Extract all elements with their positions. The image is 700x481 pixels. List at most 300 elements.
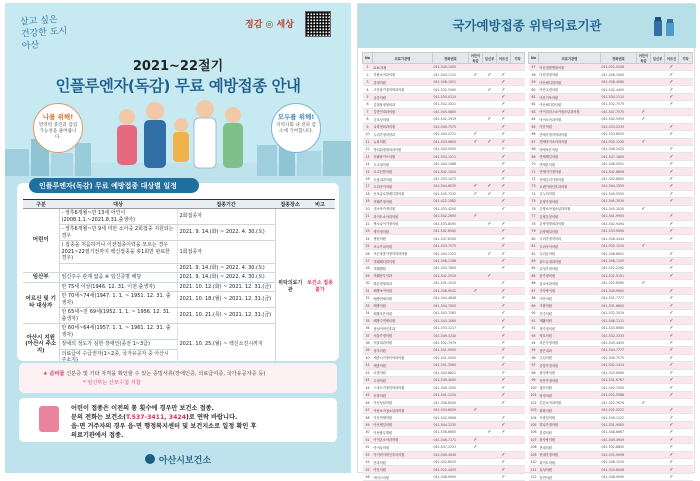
check-mark xyxy=(511,272,525,279)
target-cell: - 생후6개월~만 9세 미만 소아중 2회접종 지원되는 경우 xyxy=(59,225,177,241)
check-mark: ✓ xyxy=(665,250,679,257)
check-mark xyxy=(637,153,651,160)
check-mark xyxy=(483,399,497,406)
clinic-row xyxy=(529,116,693,123)
clinic-name: 온양가정의원 xyxy=(539,198,601,205)
list-title: 국가예방접종 위탁의료기관 xyxy=(452,18,602,33)
clinic-number: 7 xyxy=(363,108,373,115)
check-mark xyxy=(679,265,693,272)
clinic-phone: 041-531-6767 xyxy=(601,377,637,384)
check-mark xyxy=(469,153,483,160)
clinic-number: 86 xyxy=(529,280,539,287)
clinic-row xyxy=(363,339,525,346)
check-mark xyxy=(637,436,651,443)
check-mark xyxy=(497,406,511,413)
clinic-name: 온양온천의원 xyxy=(539,213,601,220)
check-mark xyxy=(469,101,483,108)
clinic-number: 91 xyxy=(529,317,539,324)
check-mark xyxy=(511,302,525,309)
clinic-name: 청산의원 xyxy=(539,384,601,391)
clinic-number: 67 xyxy=(529,138,539,145)
clinic-name: 서울가정의원 xyxy=(373,332,433,339)
check-mark xyxy=(679,86,693,93)
check-mark xyxy=(469,317,483,324)
check-mark xyxy=(679,198,693,205)
check-mark xyxy=(511,235,525,242)
clinic-row xyxy=(529,101,693,108)
check-mark xyxy=(483,198,497,205)
check-mark xyxy=(651,384,665,391)
clinic-phone: 041-532-2019 xyxy=(601,309,637,316)
clinic-number: 13 xyxy=(363,153,373,160)
notice-highlight: ★ 준비물 xyxy=(43,371,65,377)
check-mark xyxy=(483,101,497,108)
clinic-phone: 041-541-3060 xyxy=(433,362,469,369)
clinic-name: 온양소아청소년과의원 xyxy=(539,205,601,212)
clinic-phone: 041-545-4455 xyxy=(601,339,637,346)
clinic-number: 106 xyxy=(530,430,537,435)
clinic-name: 연세이가정의원 xyxy=(539,168,601,175)
col-header: 기타 xyxy=(679,53,693,64)
check-mark xyxy=(637,265,651,272)
clinic-number: 18 xyxy=(363,190,373,197)
check-mark xyxy=(483,93,497,100)
check-mark xyxy=(483,205,497,212)
clinic-row xyxy=(363,324,525,331)
check-mark xyxy=(651,78,665,85)
clinic-row xyxy=(363,153,525,160)
check-mark xyxy=(483,131,497,138)
check-mark xyxy=(511,227,525,234)
family-illustration xyxy=(105,95,255,175)
clinic-phone: 041-542-1500 xyxy=(433,168,469,175)
check-mark: ✓ xyxy=(497,295,511,302)
check-mark xyxy=(679,459,693,466)
clinic-number: 97 xyxy=(529,362,539,369)
clinic-phone: 041-531-7777 xyxy=(601,295,637,302)
check-mark xyxy=(679,205,693,212)
clinic-row xyxy=(529,93,693,100)
check-mark xyxy=(651,399,665,406)
check-mark xyxy=(469,362,483,369)
clinic-name: 에이스의원 xyxy=(373,473,433,480)
clinic-phone: 041-544-1088 xyxy=(433,160,469,167)
clinic-phone: 041-549-7575 xyxy=(433,123,469,130)
clinic-name: 휴먼의원 xyxy=(539,473,601,480)
check-mark xyxy=(651,309,665,316)
check-mark xyxy=(511,429,525,436)
clinic-phone: 041-533-1217 xyxy=(433,324,469,331)
clinic-phone: 041-532-9099 xyxy=(601,451,637,458)
check-mark: ✓ xyxy=(637,242,651,249)
check-mark xyxy=(679,145,693,152)
clinic-number: 42 xyxy=(363,369,373,376)
check-mark: ✓ xyxy=(483,183,497,190)
check-mark: ✓ xyxy=(469,71,483,78)
clinic-name: 우리가정의학과 xyxy=(539,235,601,242)
clinic-phone: 041-532-5151 xyxy=(601,272,637,279)
col-header: 기타 xyxy=(511,53,525,64)
col-header: 접종장소 xyxy=(275,200,305,209)
check-mark: ✓ xyxy=(469,213,483,220)
clinic-row xyxy=(529,183,693,190)
check-mark: ✓ xyxy=(497,347,511,354)
check-mark xyxy=(483,384,497,391)
check-mark: ✓ xyxy=(665,64,679,71)
clinic-phone: 041-532-7676 xyxy=(601,399,637,406)
check-mark xyxy=(483,414,497,421)
clinic-row xyxy=(363,272,525,279)
check-mark xyxy=(511,190,525,197)
target-cell: 만 75세 이상(1946. 12. 31. 이전 출생자) xyxy=(59,282,177,292)
check-mark xyxy=(651,444,665,451)
check-mark xyxy=(637,86,651,93)
phone-icon xyxy=(39,406,59,432)
check-mark xyxy=(651,295,665,302)
check-mark: ✓ xyxy=(469,183,483,190)
check-mark xyxy=(511,295,525,302)
clinic-phone: 041-549-5555 xyxy=(601,190,637,197)
clinic-row xyxy=(529,384,693,391)
clinic-number: 56 xyxy=(363,473,373,480)
category-cell: 어르신 및 기타 대상자 xyxy=(23,282,59,324)
clinic-phone: 041-544-1555 xyxy=(601,183,637,190)
check-mark xyxy=(483,160,497,167)
clinic-phone: 041-548-1010 xyxy=(601,459,637,466)
check-mark: ✓ xyxy=(497,250,511,257)
clinic-row xyxy=(363,473,525,480)
check-mark xyxy=(511,257,525,264)
clinic-phone: 041-542-2262 xyxy=(601,265,637,272)
col-header: 어르신 xyxy=(665,53,679,64)
check-mark xyxy=(637,287,651,294)
clinic-number: 48 xyxy=(363,414,373,421)
clinic-name: 이사랑의원 xyxy=(539,287,601,294)
check-mark xyxy=(637,317,651,324)
clinic-number: 5 xyxy=(363,93,373,100)
check-mark xyxy=(483,369,497,376)
check-mark xyxy=(651,101,665,108)
check-mark: ✓ xyxy=(497,280,511,287)
check-mark xyxy=(651,131,665,138)
check-mark xyxy=(651,71,665,78)
check-mark xyxy=(497,64,511,71)
check-mark xyxy=(511,78,525,85)
clinic-phone: 041-548-7111 xyxy=(601,317,637,324)
clinic-number: 104 xyxy=(530,415,537,420)
for-me-bubble xyxy=(33,103,83,153)
check-mark xyxy=(483,123,497,130)
period-cell: 2021. 10. 12.(화) ~ 2021. 12. 31.(금) xyxy=(177,282,275,292)
check-mark xyxy=(469,235,483,242)
check-mark: ✓ xyxy=(469,287,483,294)
clinic-row xyxy=(363,123,525,130)
check-mark xyxy=(665,116,679,123)
clinic-number: 88 xyxy=(529,295,539,302)
check-mark xyxy=(651,138,665,145)
for-all-bubble xyxy=(271,103,321,153)
check-mark xyxy=(511,108,525,115)
clinic-phone: 041-534-1110 xyxy=(601,93,637,100)
check-mark xyxy=(469,309,483,316)
check-mark xyxy=(637,473,651,480)
check-mark: ✓ xyxy=(665,145,679,152)
clinic-row xyxy=(529,451,693,458)
clinic-number: 71 xyxy=(529,168,539,175)
check-mark: ✓ xyxy=(665,362,679,369)
clinic-row xyxy=(363,116,525,123)
check-mark: ✓ xyxy=(497,86,511,93)
check-mark xyxy=(679,391,693,398)
clinic-name: 도고신한의원 xyxy=(373,168,433,175)
check-mark xyxy=(679,406,693,413)
check-mark: ✓ xyxy=(497,198,511,205)
check-mark xyxy=(637,78,651,85)
clinic-row xyxy=(529,205,693,212)
clinic-phone: 041-542-8800 xyxy=(601,175,637,182)
clinic-phone: 041-543-6060 xyxy=(601,324,637,331)
check-mark xyxy=(637,324,651,331)
check-mark: ✓ xyxy=(469,444,483,451)
clinic-name: 윤소아과의원 xyxy=(539,280,601,287)
check-mark xyxy=(651,265,665,272)
clinic-row xyxy=(529,242,693,249)
check-mark: ✓ xyxy=(497,205,511,212)
check-mark xyxy=(651,354,665,361)
clinic-number: 28 xyxy=(363,265,373,272)
clinic-name: 성모의원 xyxy=(373,347,433,354)
check-mark xyxy=(511,414,525,421)
clinic-number: 3 xyxy=(363,78,373,85)
check-mark: ✓ xyxy=(637,116,651,123)
slogan-line: 아산 xyxy=(21,40,40,52)
check-mark xyxy=(637,466,651,473)
clinic-phone: 041-533-8005 xyxy=(601,131,637,138)
clinic-number: 12 xyxy=(363,145,373,152)
check-mark xyxy=(637,302,651,309)
check-mark xyxy=(651,213,665,220)
check-mark: ✓ xyxy=(483,429,497,436)
clinic-name: 배방보아의원 xyxy=(373,287,433,294)
schedule-table xyxy=(23,199,335,366)
clinic-row xyxy=(363,265,525,272)
bubble-text: 면역력 증진과 감염 가능성을 줄여줍니다. xyxy=(38,123,78,140)
clinic-number: 79 xyxy=(529,227,539,234)
clinic-number: 1 xyxy=(363,64,373,71)
check-mark xyxy=(511,116,525,123)
check-mark xyxy=(511,369,525,376)
notice-line: * 임신부는 산모수첩 지참 xyxy=(83,380,141,386)
check-mark xyxy=(637,123,651,130)
clinic-number: 111 xyxy=(530,467,537,472)
check-mark xyxy=(637,272,651,279)
check-mark xyxy=(679,272,693,279)
check-mark xyxy=(511,324,525,331)
clinic-row xyxy=(363,354,525,361)
season-label: 2021~22절기 xyxy=(132,59,224,74)
check-mark: ✓ xyxy=(665,213,679,220)
clinic-phone: 041-532-7979 xyxy=(433,339,469,346)
check-mark xyxy=(679,429,693,436)
clinic-phone: 041-547-8100 xyxy=(433,235,469,242)
target-cell: 의료급여 수급권자(1~2종, 국가유공자 중 아산시 주소지) xyxy=(59,349,177,365)
clinic-number: 76 xyxy=(529,205,539,212)
clinic-row xyxy=(529,287,693,294)
check-mark xyxy=(679,220,693,227)
check-mark xyxy=(651,220,665,227)
clinic-number: 92 xyxy=(529,324,539,331)
clinic-phone: 041-548-9542 xyxy=(433,287,469,294)
check-mark: ✓ xyxy=(665,190,679,197)
clinic-phone: 041-542-9494 xyxy=(601,220,637,227)
clinic-name: 화이트의원 xyxy=(539,459,601,466)
clinic-row xyxy=(529,175,693,182)
clinic-number: 70 xyxy=(529,160,539,167)
check-mark xyxy=(679,354,693,361)
check-mark xyxy=(469,354,483,361)
check-mark xyxy=(679,324,693,331)
clinic-name: 이화의원 xyxy=(539,302,601,309)
check-mark xyxy=(679,451,693,458)
check-mark xyxy=(651,257,665,264)
check-mark xyxy=(637,168,651,175)
clinic-phone: 041-545-0800 xyxy=(433,108,469,115)
clinic-number: 23 xyxy=(363,227,373,234)
check-mark xyxy=(511,198,525,205)
check-mark xyxy=(469,272,483,279)
clinic-row xyxy=(529,64,693,71)
check-mark xyxy=(511,459,525,466)
check-mark: ✓ xyxy=(483,138,497,145)
check-mark xyxy=(483,108,497,115)
check-mark: ✓ xyxy=(483,116,497,123)
check-mark: ✓ xyxy=(497,138,511,145)
check-mark xyxy=(679,414,693,421)
clinic-row xyxy=(363,160,525,167)
qr-code-icon xyxy=(305,11,331,37)
check-mark xyxy=(469,175,483,182)
check-mark xyxy=(679,257,693,264)
info-line: 의료기관에서 접종. xyxy=(71,432,124,439)
clinic-name: 윤가정의원 xyxy=(539,272,601,279)
check-mark xyxy=(483,362,497,369)
clinic-row xyxy=(529,466,693,473)
check-mark xyxy=(637,93,651,100)
clinic-number: 20 xyxy=(363,205,373,212)
check-mark xyxy=(483,406,497,413)
clinic-row xyxy=(363,131,525,138)
clinic-name: 연세제일의원 xyxy=(539,153,601,160)
check-mark xyxy=(511,317,525,324)
clinic-phone: 041-541-5000 xyxy=(433,354,469,361)
check-mark xyxy=(679,183,693,190)
check-mark xyxy=(511,145,525,152)
check-mark: ✓ xyxy=(469,436,483,443)
col-header: 임신부 xyxy=(651,53,665,64)
check-mark xyxy=(511,71,525,78)
clinic-name: 신창의원 xyxy=(373,391,433,398)
clinic-number: 55 xyxy=(363,466,373,473)
check-mark xyxy=(651,145,665,152)
check-mark xyxy=(483,257,497,264)
check-mark xyxy=(637,145,651,152)
check-mark xyxy=(679,362,693,369)
check-mark xyxy=(483,64,497,71)
check-mark xyxy=(511,86,525,93)
clinic-phone: 041-542-2650 xyxy=(433,213,469,220)
check-mark xyxy=(679,295,693,302)
clinic-name: 아산메디칼의원 xyxy=(539,78,601,85)
clinic-row xyxy=(363,205,525,212)
slogan-line: 건강한 도시 xyxy=(20,26,68,40)
clinic-number: 96 xyxy=(529,354,539,361)
check-mark xyxy=(679,287,693,294)
clinic-name: 미래병원 xyxy=(373,265,433,272)
clinic-phone: 041-547-7575 xyxy=(601,108,637,115)
clinic-name: 조은가정의원 xyxy=(539,339,601,346)
col-header: 비고 xyxy=(305,200,335,209)
clinic-phone: 041-548-6667 xyxy=(601,429,637,436)
check-mark xyxy=(511,466,525,473)
clinic-row xyxy=(529,436,693,443)
clinic-row xyxy=(529,354,693,361)
clinic-number: 15 xyxy=(363,168,373,175)
check-mark xyxy=(511,131,525,138)
check-mark xyxy=(469,93,483,100)
clinic-row xyxy=(529,86,693,93)
check-mark xyxy=(469,347,483,354)
check-mark xyxy=(679,108,693,115)
clinic-phone: 041-541-9000 xyxy=(433,347,469,354)
clinic-phone: 041-532-4455 xyxy=(433,466,469,473)
check-mark xyxy=(511,93,525,100)
check-mark xyxy=(483,242,497,249)
clinic-name: 도티아이의원 xyxy=(373,183,433,190)
clinic-name: 아이들의원 xyxy=(373,444,433,451)
info-line xyxy=(71,412,237,421)
check-mark xyxy=(469,265,483,272)
check-mark xyxy=(637,131,651,138)
clinic-name: 아산충무병원 xyxy=(373,429,433,436)
col-header: 전화번호 xyxy=(601,53,637,64)
check-mark xyxy=(679,421,693,428)
check-mark xyxy=(651,347,665,354)
period-cell: 1회접종자 xyxy=(177,241,275,264)
clinic-row xyxy=(363,220,525,227)
check-mark xyxy=(469,257,483,264)
check-mark xyxy=(637,459,651,466)
clinic-name: 연세본의원 xyxy=(539,160,601,167)
check-mark xyxy=(637,309,651,316)
clinic-name: 배방의원 xyxy=(373,302,433,309)
check-mark xyxy=(679,369,693,376)
check-mark xyxy=(651,108,665,115)
check-mark xyxy=(679,175,693,182)
check-mark xyxy=(637,227,651,234)
clinic-name: 하나가정의원 xyxy=(539,421,601,428)
check-mark xyxy=(679,280,693,287)
check-mark xyxy=(651,183,665,190)
check-mark: ✓ xyxy=(665,168,679,175)
clinic-name: 한사랑의원 xyxy=(539,436,601,443)
clinic-number: 33 xyxy=(363,302,373,309)
clinic-number: 2 xyxy=(363,71,373,78)
org-name: 아산시보건소 xyxy=(158,456,212,466)
check-mark: ✓ xyxy=(665,235,679,242)
clinic-phone: 041-533-9600 xyxy=(433,138,469,145)
check-mark xyxy=(511,250,525,257)
check-mark: ✓ xyxy=(497,145,511,152)
